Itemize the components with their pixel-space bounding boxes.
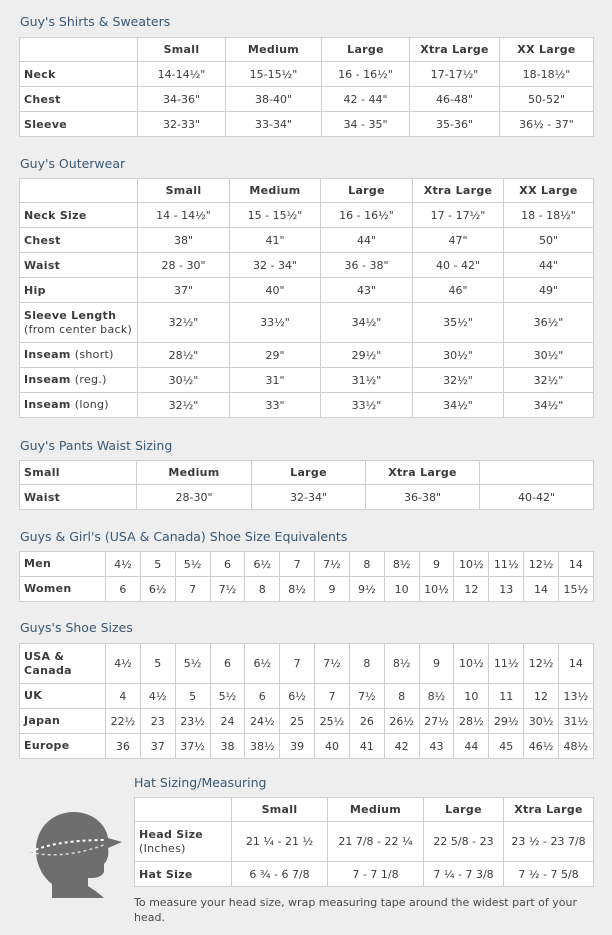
table-cell: 42 - 44" — [322, 87, 410, 112]
table-cell: 28 - 30" — [138, 253, 230, 278]
hat-table — [134, 797, 594, 887]
row-label — [20, 228, 138, 253]
table-cell: 28½" — [138, 343, 230, 368]
header-row — [20, 38, 594, 62]
table-cell: 5 — [140, 552, 175, 577]
row-label: Women — [20, 577, 106, 602]
table-cell: 11½ — [489, 552, 524, 577]
shirts-title: Guy's Shirts & Sweaters — [20, 14, 171, 29]
table-cell: 32½" — [504, 368, 594, 393]
column-header: Small — [20, 461, 137, 485]
table-row — [20, 577, 594, 602]
row-label-text: Chest — [24, 92, 61, 106]
table-cell: 16 - 16½" — [322, 62, 410, 87]
column-header: Medium — [328, 798, 424, 822]
table-cell: 16 - 16½" — [321, 203, 413, 228]
table-cell: 10½ — [419, 577, 454, 602]
table-cell: 6½ — [280, 684, 315, 709]
table-cell: 6½ — [140, 577, 175, 602]
table-cell: 31½ — [558, 709, 593, 734]
table-row — [20, 228, 594, 253]
table-cell: 7½ — [315, 552, 350, 577]
table-cell: 15½ — [558, 577, 593, 602]
table-cell: 41" — [230, 228, 321, 253]
table-cell: 40 — [315, 734, 350, 759]
column-header — [480, 461, 594, 485]
table-cell: 37½ — [175, 734, 210, 759]
table-cell: 26½ — [384, 709, 419, 734]
table-cell: 7½ — [349, 684, 384, 709]
outerwear-table — [19, 178, 594, 418]
table-cell: 7½ — [315, 644, 350, 684]
row-label-text: Inseam — [24, 348, 71, 361]
table-cell: 4½ — [106, 644, 141, 684]
table-cell: 14 - 14½" — [138, 203, 230, 228]
row-label: Europe — [20, 734, 106, 759]
table-row — [20, 62, 594, 87]
table-cell: 44" — [321, 228, 413, 253]
table-cell: 17 - 17½" — [413, 203, 504, 228]
table-cell: 7 — [280, 552, 315, 577]
table-cell: 25½ — [315, 709, 350, 734]
row-label — [135, 822, 232, 862]
table-cell: 36 - 38" — [321, 253, 413, 278]
table-cell: 13½ — [558, 684, 593, 709]
row-label-text: Waist — [24, 258, 61, 272]
row-label — [20, 343, 138, 368]
column-header: XX Large — [504, 179, 594, 203]
table-cell: 6 — [245, 684, 280, 709]
table-row — [20, 203, 594, 228]
table-cell: 11½ — [489, 644, 524, 684]
column-header: Xtra Large — [504, 798, 594, 822]
table-cell: 35-36" — [410, 112, 500, 137]
header-row — [20, 179, 594, 203]
table-cell: 33½" — [230, 303, 321, 343]
table-cell: 9 — [315, 577, 350, 602]
row-label-sub: (short) — [74, 348, 114, 361]
row-label-sub: (from center back) — [24, 322, 133, 336]
table-cell: 50-52" — [500, 87, 594, 112]
table-cell: 7 - 7 1/8 — [328, 862, 424, 887]
table-cell: 7 — [315, 684, 350, 709]
row-label: Waist — [20, 485, 137, 510]
table-cell: 13 — [489, 577, 524, 602]
table-cell: 40-42" — [480, 485, 594, 510]
outerwear-title: Guy's Outerwear — [20, 156, 126, 171]
row-label-text: Hat Size — [139, 867, 193, 881]
table-cell: 22½ — [106, 709, 141, 734]
table-cell: 7½ — [210, 577, 245, 602]
table-cell: 8 — [384, 684, 419, 709]
table-cell: 8½ — [384, 552, 419, 577]
table-cell: 5½ — [175, 552, 210, 577]
table-cell: 37 — [140, 734, 175, 759]
table-cell: 47" — [413, 228, 504, 253]
table-cell: 34 - 35" — [322, 112, 410, 137]
row-label: USA & Canada — [20, 644, 106, 684]
table-cell: 40" — [230, 278, 321, 303]
column-header: Small — [138, 38, 226, 62]
table-row — [20, 112, 594, 137]
column-header: Small — [232, 798, 328, 822]
table-cell: 48½ — [558, 734, 593, 759]
table-cell: 26 — [349, 709, 384, 734]
table-cell: 9 — [419, 644, 454, 684]
table-cell: 15-15½" — [226, 62, 322, 87]
column-header: Xtra Large — [410, 38, 500, 62]
row-label-text: Neck Size — [24, 208, 87, 222]
table-row — [20, 368, 594, 393]
table-cell: 6 — [210, 552, 245, 577]
table-cell: 32 - 34" — [230, 253, 321, 278]
table-cell: 25 — [280, 709, 315, 734]
table-cell: 12½ — [524, 552, 559, 577]
table-cell: 12 — [524, 684, 559, 709]
table-cell: 44" — [504, 253, 594, 278]
table-row — [20, 485, 594, 510]
table-cell: 30½" — [138, 368, 230, 393]
column-header: Large — [424, 798, 504, 822]
table-row — [135, 822, 594, 862]
shoe-equiv-table — [19, 551, 594, 602]
row-label-text: Inseam — [24, 373, 71, 386]
table-cell: 21 7/8 - 22 ¼ — [328, 822, 424, 862]
table-row — [20, 552, 594, 577]
table-row — [20, 644, 594, 684]
table-cell: 8½ — [280, 577, 315, 602]
table-cell: 35½" — [413, 303, 504, 343]
hat-title: Hat Sizing/Measuring — [134, 775, 267, 790]
table-row — [20, 253, 594, 278]
table-cell: 38 — [210, 734, 245, 759]
row-label: UK — [20, 684, 106, 709]
table-cell: 6 ¾ - 6 7/8 — [232, 862, 328, 887]
table-cell: 4½ — [140, 684, 175, 709]
table-cell: 36½" — [504, 303, 594, 343]
table-cell: 5 — [175, 684, 210, 709]
table-row — [20, 278, 594, 303]
table-row — [20, 734, 594, 759]
table-cell: 43 — [419, 734, 454, 759]
table-row — [20, 393, 594, 418]
row-label — [20, 393, 138, 418]
table-cell: 31½" — [321, 368, 413, 393]
table-cell: 6 — [106, 577, 141, 602]
shirts-table — [19, 37, 594, 137]
table-cell: 5 — [140, 644, 175, 684]
column-header: Xtra Large — [366, 461, 480, 485]
head-measuring-icon — [22, 798, 122, 912]
table-cell: 42 — [384, 734, 419, 759]
table-cell: 10 — [384, 577, 419, 602]
row-label-text: Inseam — [24, 398, 71, 411]
table-cell: 32-33" — [138, 112, 226, 137]
table-row — [20, 343, 594, 368]
table-cell: 37" — [138, 278, 230, 303]
table-cell: 23½ — [175, 709, 210, 734]
table-cell: 4 — [106, 684, 141, 709]
row-label — [135, 862, 232, 887]
table-cell: 6½ — [245, 552, 280, 577]
column-header — [20, 38, 138, 62]
row-label: Men — [20, 552, 106, 577]
table-cell: 30½" — [413, 343, 504, 368]
column-header: Large — [252, 461, 366, 485]
table-cell: 14 — [558, 552, 593, 577]
column-header: Medium — [137, 461, 252, 485]
table-cell: 33½" — [321, 393, 413, 418]
column-header: Xtra Large — [413, 179, 504, 203]
table-cell: 18-18½" — [500, 62, 594, 87]
row-label: Japan — [20, 709, 106, 734]
table-cell: 5½ — [175, 644, 210, 684]
table-cell: 44 — [454, 734, 489, 759]
table-cell: 8½ — [419, 684, 454, 709]
table-row — [135, 862, 594, 887]
row-label — [20, 62, 138, 87]
table-cell: 6½ — [245, 644, 280, 684]
row-label — [20, 203, 138, 228]
table-cell: 27½ — [419, 709, 454, 734]
table-cell: 33-34" — [226, 112, 322, 137]
row-label-text: Sleeve Length — [24, 308, 117, 322]
table-cell: 8 — [349, 644, 384, 684]
table-cell: 34½" — [413, 393, 504, 418]
table-cell: 38½ — [245, 734, 280, 759]
shoe-sizes-title: Guys's Shoe Sizes — [20, 620, 133, 635]
column-header: Medium — [226, 38, 322, 62]
table-cell: 50" — [504, 228, 594, 253]
row-label-text: Neck — [24, 67, 56, 81]
table-cell: 7 ¼ - 7 3/8 — [424, 862, 504, 887]
table-cell: 49" — [504, 278, 594, 303]
table-cell: 22 5/8 - 23 — [424, 822, 504, 862]
column-header: XX Large — [500, 38, 594, 62]
table-cell: 10 — [454, 684, 489, 709]
pants-table — [19, 460, 594, 510]
table-cell: 36½ - 37" — [500, 112, 594, 137]
row-label-text: Hip — [24, 283, 46, 297]
table-cell: 7 — [280, 644, 315, 684]
table-row — [20, 87, 594, 112]
header-row — [135, 798, 594, 822]
table-cell: 32½" — [413, 368, 504, 393]
table-cell: 14 — [524, 577, 559, 602]
table-cell: 23 ½ - 23 7/8 — [504, 822, 594, 862]
row-label — [20, 368, 138, 393]
table-cell: 10½ — [454, 552, 489, 577]
table-cell: 38" — [138, 228, 230, 253]
table-cell: 40 - 42" — [413, 253, 504, 278]
table-row — [20, 684, 594, 709]
table-cell: 6 — [210, 644, 245, 684]
table-cell: 32-34" — [252, 485, 366, 510]
table-cell: 29½" — [321, 343, 413, 368]
shoe-equiv-title: Guys & Girl's (USA & Canada) Shoe Size Equivalents — [20, 529, 348, 544]
table-cell: 29½ — [489, 709, 524, 734]
row-label — [20, 112, 138, 137]
table-cell: 14-14½" — [138, 62, 226, 87]
table-cell: 34½" — [504, 393, 594, 418]
table-cell: 9½ — [349, 577, 384, 602]
row-label-text: Sleeve — [24, 117, 68, 131]
table-cell: 36 — [106, 734, 141, 759]
table-cell: 9 — [419, 552, 454, 577]
hat-measuring-note: To measure your head size, wrap measuring tape around the widest part of your head. — [134, 896, 578, 924]
table-cell: 30½ — [524, 709, 559, 734]
table-cell: 24½ — [245, 709, 280, 734]
row-label — [20, 303, 138, 343]
table-cell: 28-30" — [137, 485, 252, 510]
table-cell: 7 — [175, 577, 210, 602]
table-cell: 45 — [489, 734, 524, 759]
table-cell: 38-40" — [226, 87, 322, 112]
column-header: Medium — [230, 179, 321, 203]
table-cell: 10½ — [454, 644, 489, 684]
table-cell: 41 — [349, 734, 384, 759]
table-cell: 17-17½" — [410, 62, 500, 87]
row-label-text: Head Size — [139, 827, 204, 841]
column-header — [20, 179, 138, 203]
table-cell: 39 — [280, 734, 315, 759]
table-cell: 28½ — [454, 709, 489, 734]
column-header: Small — [138, 179, 230, 203]
table-row — [20, 709, 594, 734]
table-cell: 36-38" — [366, 485, 480, 510]
table-row — [20, 303, 594, 343]
table-cell: 4½ — [106, 552, 141, 577]
table-cell: 12½ — [524, 644, 559, 684]
row-label — [20, 253, 138, 278]
row-label — [20, 87, 138, 112]
row-label-text: Chest — [24, 233, 61, 247]
table-cell: 46" — [413, 278, 504, 303]
table-cell: 7 ½ - 7 5/8 — [504, 862, 594, 887]
table-cell: 8 — [245, 577, 280, 602]
table-cell: 46-48" — [410, 87, 500, 112]
row-label-sub: (long) — [74, 398, 109, 411]
table-cell: 31" — [230, 368, 321, 393]
table-cell: 15 - 15½" — [230, 203, 321, 228]
table-cell: 34-36" — [138, 87, 226, 112]
column-header: Large — [322, 38, 410, 62]
header-row — [20, 461, 594, 485]
table-cell: 33" — [230, 393, 321, 418]
table-cell: 23 — [140, 709, 175, 734]
table-cell: 24 — [210, 709, 245, 734]
table-cell: 5½ — [210, 684, 245, 709]
table-cell: 43" — [321, 278, 413, 303]
row-label-sub: (Inches) — [139, 841, 186, 855]
table-cell: 8 — [349, 552, 384, 577]
table-cell: 18 - 18½" — [504, 203, 594, 228]
table-cell: 32½" — [138, 393, 230, 418]
pants-title: Guy's Pants Waist Sizing — [20, 438, 173, 453]
column-header: Large — [321, 179, 413, 203]
table-cell: 34½" — [321, 303, 413, 343]
shoe-sizes-table — [19, 643, 594, 759]
table-cell: 30½" — [504, 343, 594, 368]
table-cell: 8½ — [384, 644, 419, 684]
table-cell: 21 ¼ - 21 ½ — [232, 822, 328, 862]
row-label — [20, 278, 138, 303]
table-cell: 29" — [230, 343, 321, 368]
table-cell: 32½" — [138, 303, 230, 343]
table-cell: 12 — [454, 577, 489, 602]
table-cell: 46½ — [524, 734, 559, 759]
row-label-sub: (reg.) — [74, 373, 107, 386]
column-header — [135, 798, 232, 822]
table-cell: 11 — [489, 684, 524, 709]
table-cell: 14 — [558, 644, 593, 684]
